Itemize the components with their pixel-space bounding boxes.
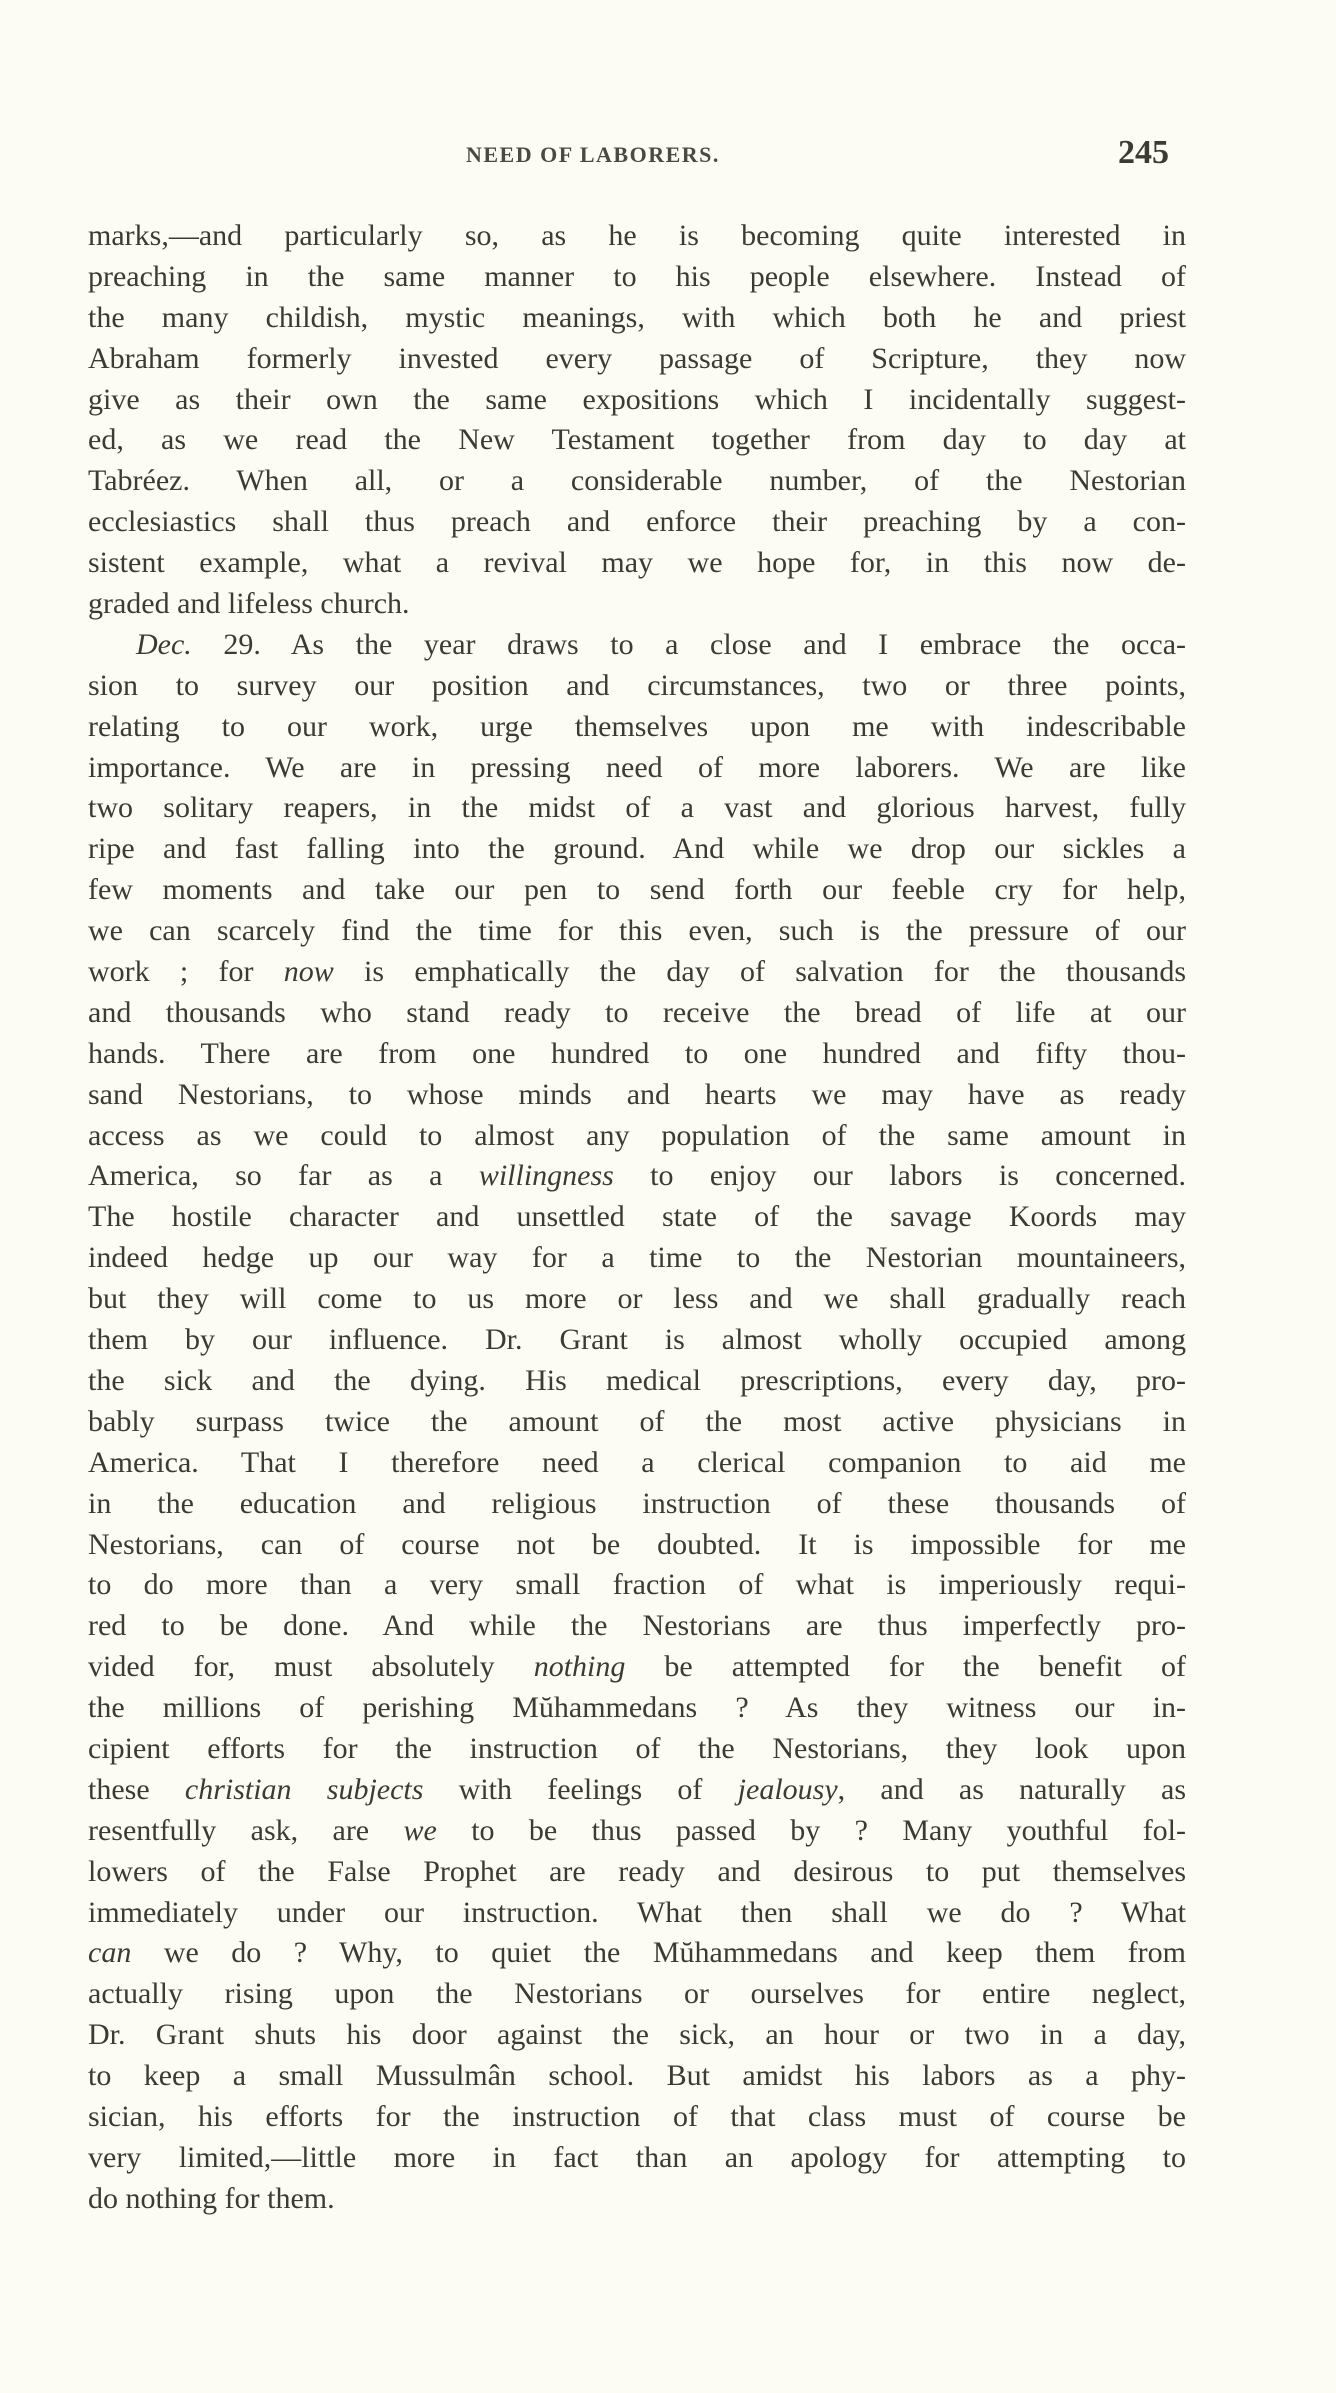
text-run: them by our influence. Dr. Grant is almost wholly occupied among	[88, 1323, 1186, 1357]
text-run: America, so far as a	[88, 1159, 479, 1193]
text-line	[88, 1361, 1186, 1402]
text-run: 29. As the year draws to a close and I embrace the occa-	[191, 627, 1186, 661]
text-run: ecclesiastics shall thus preach and enforce their preaching by a con-	[88, 505, 1186, 539]
text-line	[88, 1688, 1186, 1729]
text-line	[88, 1197, 1186, 1238]
text-line	[88, 1647, 1186, 1688]
text-run: but they will come to us more or less and we shall gradually reach	[88, 1282, 1186, 1316]
italic-text: Dec.	[136, 627, 192, 661]
text-run: lowers of the False Prophet are ready and desirous to put themselves	[88, 1854, 1186, 1888]
text-run: work ; for	[88, 955, 284, 989]
text-run: we do ? Why, to quiet the Mŭhammedans and keep them from	[131, 1936, 1186, 1970]
text-line	[88, 2015, 1186, 2056]
text-line	[88, 543, 1186, 584]
text-run: The hostile character and unsettled state of the savage Koords may	[88, 1200, 1186, 1234]
text-run: in the education and religious instruction of these thousands of	[88, 1486, 1186, 1520]
text-line	[88, 666, 1186, 707]
text-line	[88, 502, 1186, 543]
text-run: America. That I therefore need a clerical companion to aid me	[88, 1445, 1186, 1479]
text-line	[88, 2138, 1186, 2179]
text-run: red to be done. And while the Nestorians are thus imperfectly pro-	[88, 1609, 1186, 1643]
italic-text: christian subjects	[184, 1772, 424, 1806]
text-line	[88, 339, 1186, 380]
text-line	[88, 1811, 1186, 1852]
text-run: marks,—and particularly so, as he is becoming quite interested in	[88, 219, 1186, 252]
text-run: cipient efforts for the instruction of the Nestorians, they look upon	[88, 1731, 1186, 1765]
text-run: Dr. Grant shuts his door against the sick, an hour or two in a day,	[88, 2018, 1186, 2052]
text-line	[88, 911, 1186, 952]
text-line	[88, 1565, 1186, 1606]
text-run: the sick and the dying. His medical prescriptions, every day, pro-	[88, 1363, 1186, 1397]
italic-text: nothing	[533, 1650, 626, 1684]
text-run: immediately under our instruction. What then shall we do ? What	[88, 1895, 1186, 1929]
text-line	[88, 1933, 1186, 1974]
text-run: with feelings of	[423, 1772, 738, 1806]
italic-text: willingness	[478, 1159, 614, 1193]
text-run: Abraham formerly invested every passage of Scripture, they now	[88, 341, 1186, 375]
text-line	[88, 1974, 1186, 2015]
text-run: graded and lifeless church.	[88, 587, 410, 621]
text-line	[88, 1238, 1186, 1279]
italic-text: we	[403, 1813, 437, 1847]
text-run: indeed hedge up our way for a time to the Nestorian mountaineers,	[88, 1241, 1186, 1275]
text-line	[88, 748, 1186, 789]
text-run: preaching in the same manner to his people elsewhere. Instead of	[88, 259, 1186, 293]
text-line	[88, 1893, 1186, 1934]
text-run: Nestorians, can of course not be doubted. It is impossible for me	[88, 1527, 1186, 1561]
text-run: bably surpass twice the amount of the most active physicians in	[88, 1404, 1186, 1438]
text-line	[88, 707, 1186, 748]
text-run: relating to our work, urge themselves upon me with indescribable	[88, 709, 1186, 743]
text-run: Tabréez. When all, or a considerable number, of the Nestorian	[88, 464, 1186, 498]
text-line	[88, 216, 1186, 257]
text-line	[88, 1525, 1186, 1566]
text-line	[88, 1770, 1186, 1811]
text-run: and thousands who stand ready to receive the bread of life at our	[88, 995, 1186, 1029]
text-run: access as we could to almost any population of the same amount in	[88, 1118, 1186, 1152]
text-run: two solitary reapers, in the midst of a vast and glorious harvest, fully	[88, 791, 1186, 825]
page-header	[0, 136, 1336, 176]
text-run: actually rising upon the Nestorians or ourselves for entire neglect,	[88, 1977, 1186, 2011]
text-run: importance. We are in pressing need of more laborers. We are like	[88, 750, 1186, 784]
italic-text: jealousy	[737, 1772, 838, 1806]
text-line	[88, 1320, 1186, 1361]
text-run: to enjoy our labors is concerned.	[613, 1159, 1186, 1193]
italic-text: can	[88, 1936, 132, 1970]
page-number: 245	[1118, 134, 1169, 171]
text-run: resentfully ask, are	[88, 1813, 404, 1847]
text-line	[88, 1484, 1186, 1525]
text-line	[88, 1606, 1186, 1647]
text-run: do nothing for them.	[88, 2181, 335, 2215]
text-run: hands. There are from one hundred to one hundred and fifty thou-	[88, 1036, 1186, 1070]
text-line	[88, 1116, 1186, 1157]
text-line	[88, 1852, 1186, 1893]
text-run: to be thus passed by ? Many youthful fol-	[436, 1813, 1186, 1847]
text-run: sistent example, what a revival may we hope for, in this now de-	[88, 546, 1186, 580]
text-run: ed, as we read the New Testament together from day to day at	[88, 423, 1186, 457]
text-line	[88, 2179, 1186, 2220]
text-line	[88, 2056, 1186, 2097]
text-run: sician, his efforts for the instruction of that class must of course be	[88, 2099, 1186, 2133]
text-run: to do more than a very small fraction of what is imperiously requi-	[88, 1568, 1186, 1602]
text-run: ripe and fast falling into the ground. And while we drop our sickles a	[88, 832, 1186, 866]
text-run: sand Nestorians, to whose minds and hearts we may have as ready	[88, 1077, 1186, 1111]
text-line	[88, 380, 1186, 421]
text-run: few moments and take our pen to send forth our feeble cry for help,	[88, 873, 1186, 907]
text-run: sion to survey our position and circumstances, two or three points,	[88, 668, 1186, 702]
text-line	[88, 420, 1186, 461]
text-line	[88, 1279, 1186, 1320]
text-line	[88, 1402, 1186, 1443]
text-line	[88, 1034, 1186, 1075]
running-title: NEED OF LABORERS.	[466, 142, 720, 167]
text-run: the many childish, mystic meanings, with which both he and priest	[88, 300, 1186, 334]
text-line	[88, 788, 1186, 829]
text-run: vided for, must absolutely	[88, 1650, 534, 1684]
text-run: be attempted for the benefit of	[625, 1650, 1186, 1684]
text-line	[88, 1729, 1186, 1770]
italic-text: now	[283, 955, 334, 989]
text-run: these	[88, 1772, 185, 1806]
text-line	[88, 952, 1186, 993]
text-line	[88, 993, 1186, 1034]
text-run: to keep a small Mussulmân school. But amidst his labors as a phy-	[88, 2059, 1186, 2093]
text-run: we can scarcely find the time for this even, such is the pressure of our	[88, 914, 1186, 948]
text-line	[88, 1156, 1186, 1197]
text-line	[88, 870, 1186, 911]
text-line	[88, 584, 1186, 625]
text-run: is emphatically the day of salvation for the thousands	[333, 955, 1186, 989]
text-line	[88, 257, 1186, 298]
text-line	[88, 2097, 1186, 2138]
body-text	[88, 216, 1186, 2220]
text-run: give as their own the same expositions which I incidentally suggest-	[88, 382, 1186, 416]
text-line	[88, 829, 1186, 870]
text-line	[88, 1443, 1186, 1484]
text-line	[88, 1075, 1186, 1116]
text-line	[88, 298, 1186, 339]
text-run: the millions of perishing Mŭhammedans ? As they witness our in-	[88, 1691, 1186, 1725]
text-run: , and as naturally as	[837, 1772, 1186, 1806]
text-line	[88, 625, 1186, 666]
text-run: very limited,—little more in fact than an apology for attempting to	[88, 2140, 1186, 2174]
text-line	[88, 461, 1186, 502]
